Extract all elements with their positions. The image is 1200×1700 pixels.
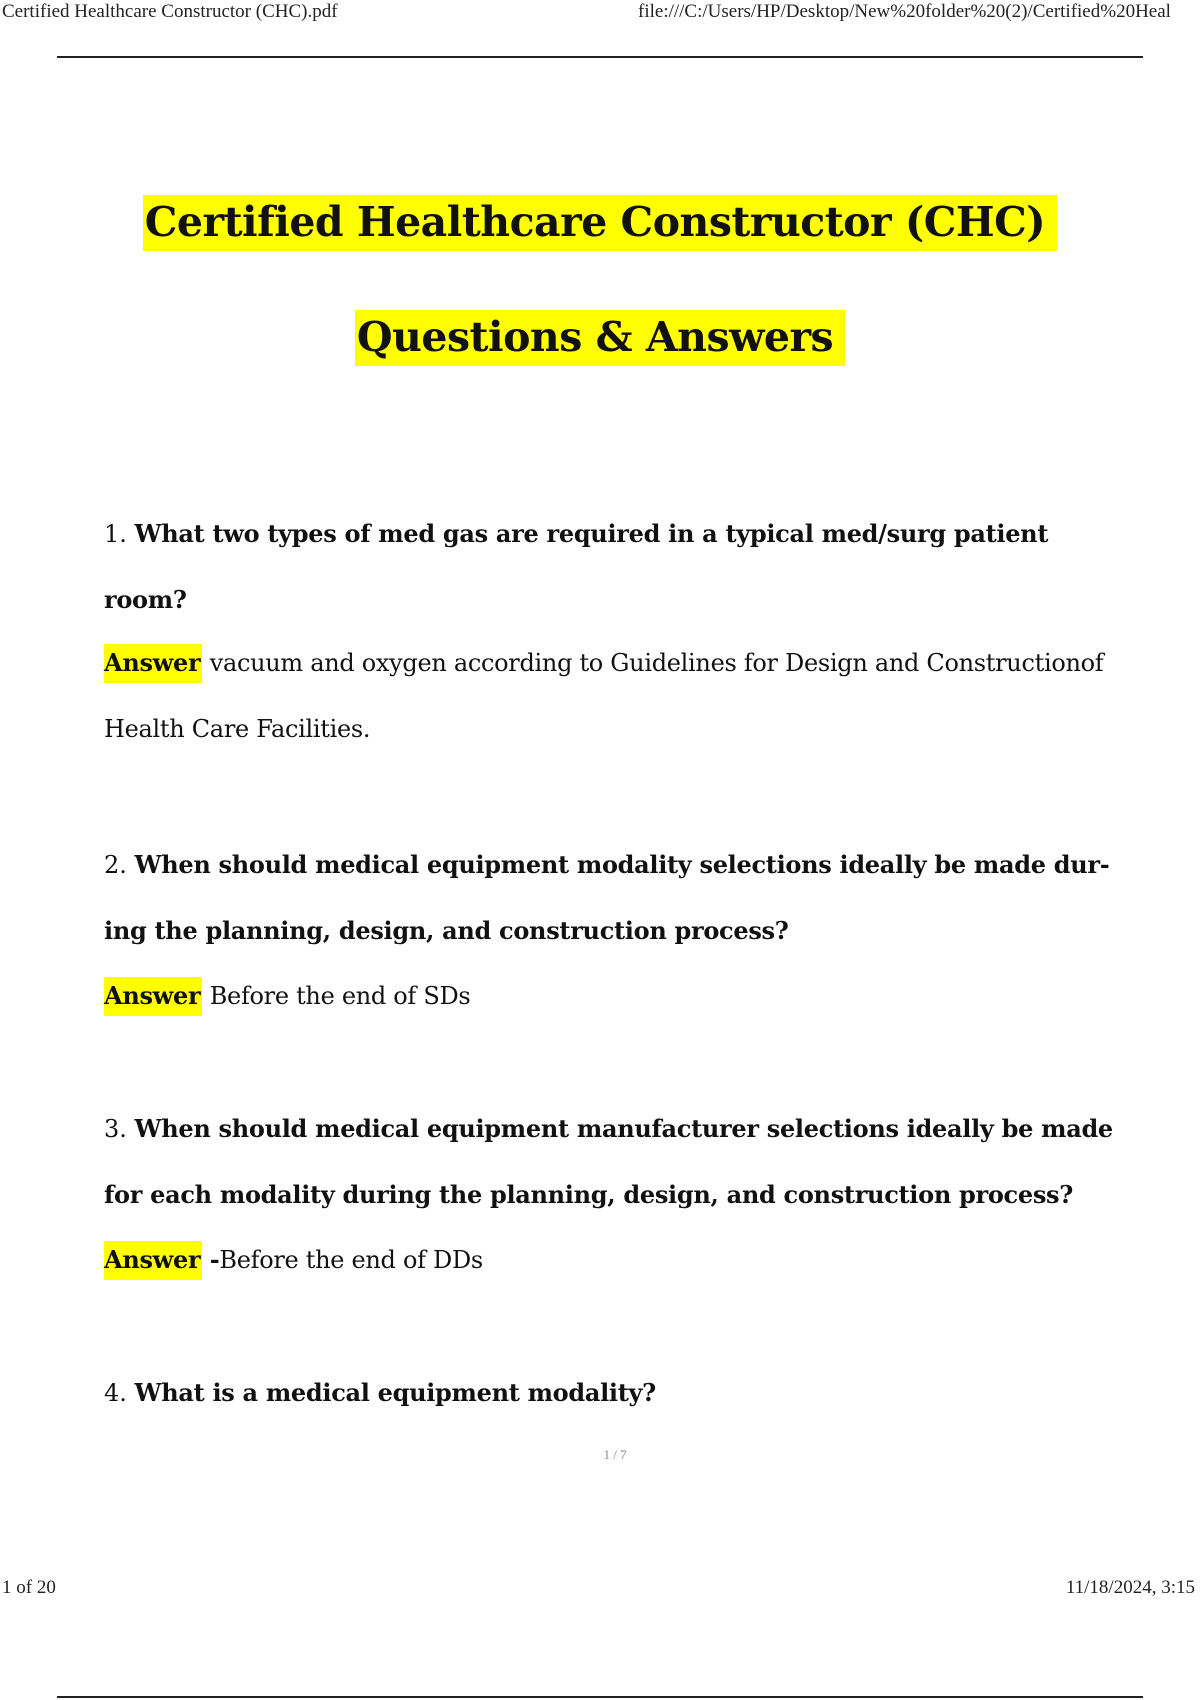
- question-number: 1.: [104, 520, 127, 548]
- answer-text: vacuum and oxygen according to Guidelines for Design and Constructionof Health Care Facilities.: [104, 649, 1104, 743]
- header-rule: [57, 56, 1143, 58]
- document-name: Certified Healthcare Constructor (CHC).pdf: [2, 1, 338, 22]
- answer-prefix: -: [209, 1245, 220, 1274]
- answer-label: Answer: [104, 644, 202, 683]
- question-text: When should medical equipment manufacturer selections ideally be made for each modality during the planning, design, and construction process?: [104, 1114, 1113, 1209]
- answer-2: [104, 963, 1114, 1029]
- question-number: 4.: [104, 1379, 127, 1407]
- question-number: 3.: [104, 1115, 127, 1143]
- answer-1: [104, 630, 1114, 762]
- footer-datetime: 11/18/2024, 3:15: [1065, 1577, 1195, 1598]
- answer-text: Before the end of SDs: [209, 982, 471, 1010]
- print-header: [0, 0, 1200, 26]
- answer-3: [104, 1227, 1114, 1293]
- answer-label: Answer: [104, 977, 202, 1016]
- answer-text: Before the end of DDs: [219, 1246, 483, 1274]
- question-text: What two types of med gas are required in a typical med/surg patient room?: [104, 519, 1049, 614]
- question-text: When should medical equipment modality selections ideally be made dur-ing the planning, design, and construction process?: [104, 850, 1110, 945]
- question-1: [104, 501, 1114, 633]
- question-2: [104, 832, 1114, 964]
- question-3: [104, 1096, 1114, 1228]
- title-line-1: Certified Healthcare Constructor (CHC): [143, 195, 1057, 251]
- footer-page-count: 1 of 20: [2, 1577, 56, 1598]
- question-4: [104, 1360, 1114, 1426]
- title-line-2: Questions & Answers: [355, 310, 845, 366]
- document-subtitle: [0, 313, 1200, 361]
- document-title: [0, 198, 1200, 246]
- footer-rule: [57, 1696, 1143, 1698]
- page-indicator: 1 / 7: [603, 1447, 627, 1462]
- answer-label: Answer: [104, 1241, 202, 1280]
- file-path: file:///C:/Users/HP/Desktop/New%20folder%20(2)/Certified%20Heal: [638, 1, 1171, 22]
- question-text: What is a medical equipment modality?: [134, 1378, 656, 1407]
- question-number: 2.: [104, 851, 127, 879]
